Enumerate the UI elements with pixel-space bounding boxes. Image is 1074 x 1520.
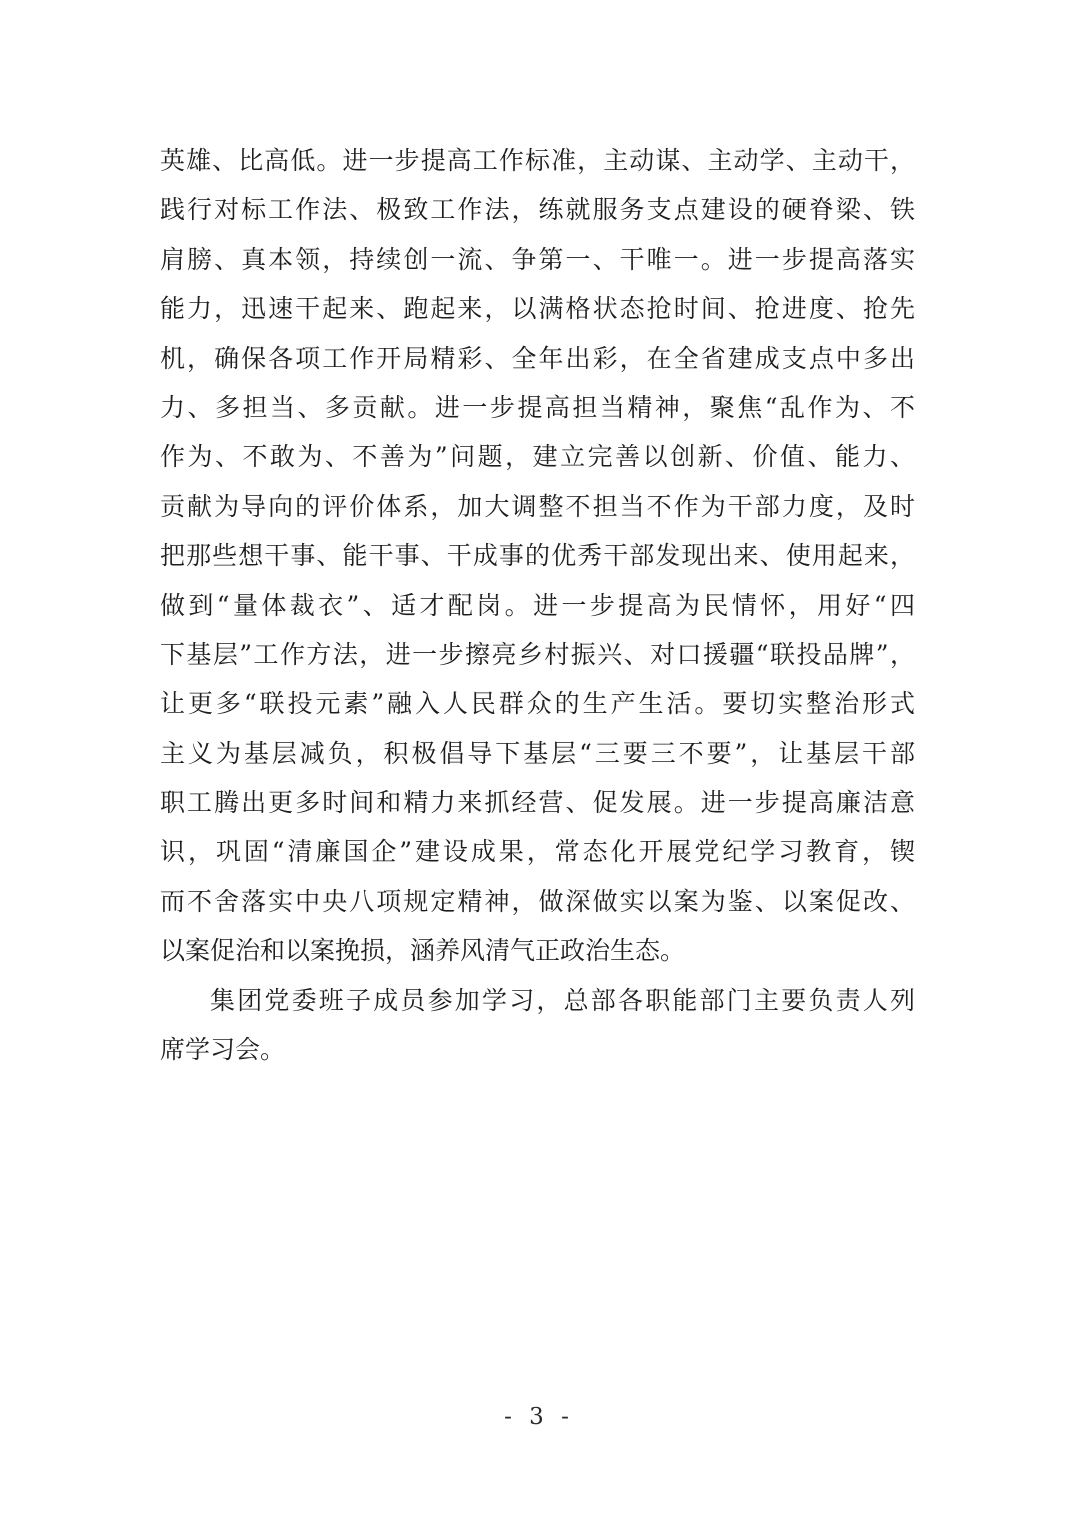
- text-line: 英雄、比高低。进一步提高工作标准，主动谋、主动学、主动干，: [160, 146, 915, 175]
- text-line: 贡献为导向的评价体系，加大调整不担当不作为干部力度，及时: [160, 491, 915, 521]
- text-line: 机，确保各项工作开局精彩、全年出彩，在全省建成支点中多出: [160, 343, 915, 373]
- text-line: 以案促治和以案挽损，涵养风清气正政治生态。: [160, 936, 686, 966]
- text-line: 识，巩固“清廉国企”建设成果，常态化开展党纪学习教育，锲: [160, 837, 915, 867]
- text-line: 把那些想干事、能干事、干成事的优秀干部发现出来、使用起来，: [160, 541, 915, 571]
- text-line: 力、多担当、多贡献。进一步提高担当精神，聚焦“乱作为、不: [160, 392, 915, 422]
- text-line: 职工腾出更多时间和精力来抓经营、促发展。进一步提高廉洁意: [160, 788, 915, 818]
- text-line: 下基层”工作方法，进一步擦亮乡村振兴、对口援疆“联投品牌”，: [160, 639, 915, 669]
- text-line: 能力，迅速干起来、跑起来，以满格状态抢时间、抢进度、抢先: [160, 294, 915, 324]
- text-line: 践行对标工作法、极致工作法，练就服务支点建设的硬脊梁、铁: [160, 195, 915, 225]
- text-line: 主义为基层减负，积极倡导下基层“三要三不要”，让基层干部: [160, 738, 915, 768]
- text-line: 肩膀、真本领，持续创一流、争第一、干唯一。进一步提高落实: [160, 244, 915, 274]
- text-line: 做到“量体裁衣”、适才配岗。进一步提高为民情怀，用好“四: [160, 590, 915, 620]
- page-number: - 3 -: [504, 1404, 570, 1430]
- text-line: 而不舍落实中央八项规定精神，做深做实以案为鉴、以案促改、: [160, 886, 915, 916]
- text-line: 席学习会。: [160, 1035, 286, 1065]
- text-line: 作为、不敢为、不善为”问题，建立完善以创新、价值、能力、: [160, 442, 915, 472]
- text-line: 让更多“联投元素”融入人民群众的生产生活。要切实整治形式: [160, 689, 915, 719]
- text-block: [160, 136, 915, 1074]
- text-line: 集团党委班子成员参加学习，总部各职能部门主要负责人列: [210, 985, 915, 1015]
